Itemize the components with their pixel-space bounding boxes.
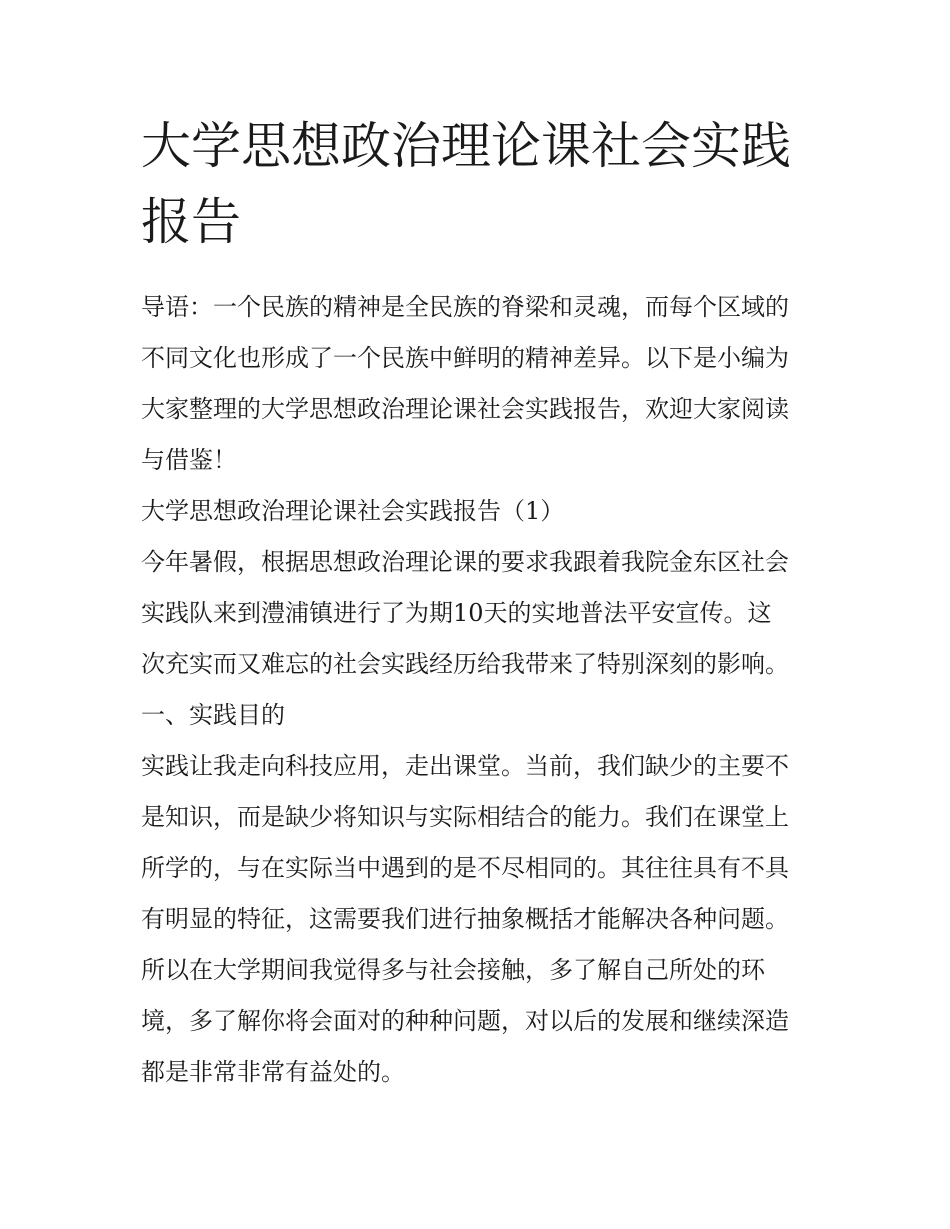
intro-line-4: 与借鉴！ [141,446,237,474]
purpose-line-6: 境，多了解你将会面对的种种问题，对以后的发展和继续深造 [141,1007,789,1035]
purpose-line-5: 所以在大学期间我觉得多与社会接触，多了解自己所处的环 [141,956,765,984]
intro-line-1: 导语：一个民族的精神是全民族的脊梁和灵魂，而每个区域的 [141,293,789,321]
purpose-line-4: 有明显的特征，这需要我们进行抽象概括才能解决各种问题。 [141,905,789,933]
document-content [141,108,813,1098]
title-line-1: 大学思想政治理论课社会实践 [141,117,791,175]
title-line-2: 报告 [141,193,241,251]
section-heading-report-1: 大学思想政治理论课社会实践报告（1） [141,497,565,525]
purpose-line-3: 所学的，与在实际当中遇到的是不尽相同的。其往往具有不具 [141,854,789,882]
intro-line-3: 大家整理的大学思想政治理论课社会实践报告，欢迎大家阅读 [141,395,789,423]
paragraph-line-2: 实践队来到澧浦镇进行了为期10天的实地普法平安宣传。这 [141,599,772,627]
paragraph-line-1: 今年暑假，根据思想政治理论课的要求我跟着我院金东区社会 [141,548,789,576]
purpose-line-7: 都是非常非常有益处的。 [141,1058,405,1086]
purpose-line-2: 是知识，而是缺少将知识与实际相结合的能力。我们在课堂上 [141,803,789,831]
section-heading-purpose: 一、实践目的 [141,701,285,729]
intro-line-2: 不同文化也形成了一个民族中鲜明的精神差异。以下是小编为 [141,344,789,372]
paragraph-line-3: 次充实而又难忘的社会实践经历给我带来了特别深刻的影响。 [141,650,789,678]
document-title [141,108,813,260]
document-body [141,282,813,1098]
purpose-line-1: 实践让我走向科技应用，走出课堂。当前，我们缺少的主要不 [141,752,789,780]
